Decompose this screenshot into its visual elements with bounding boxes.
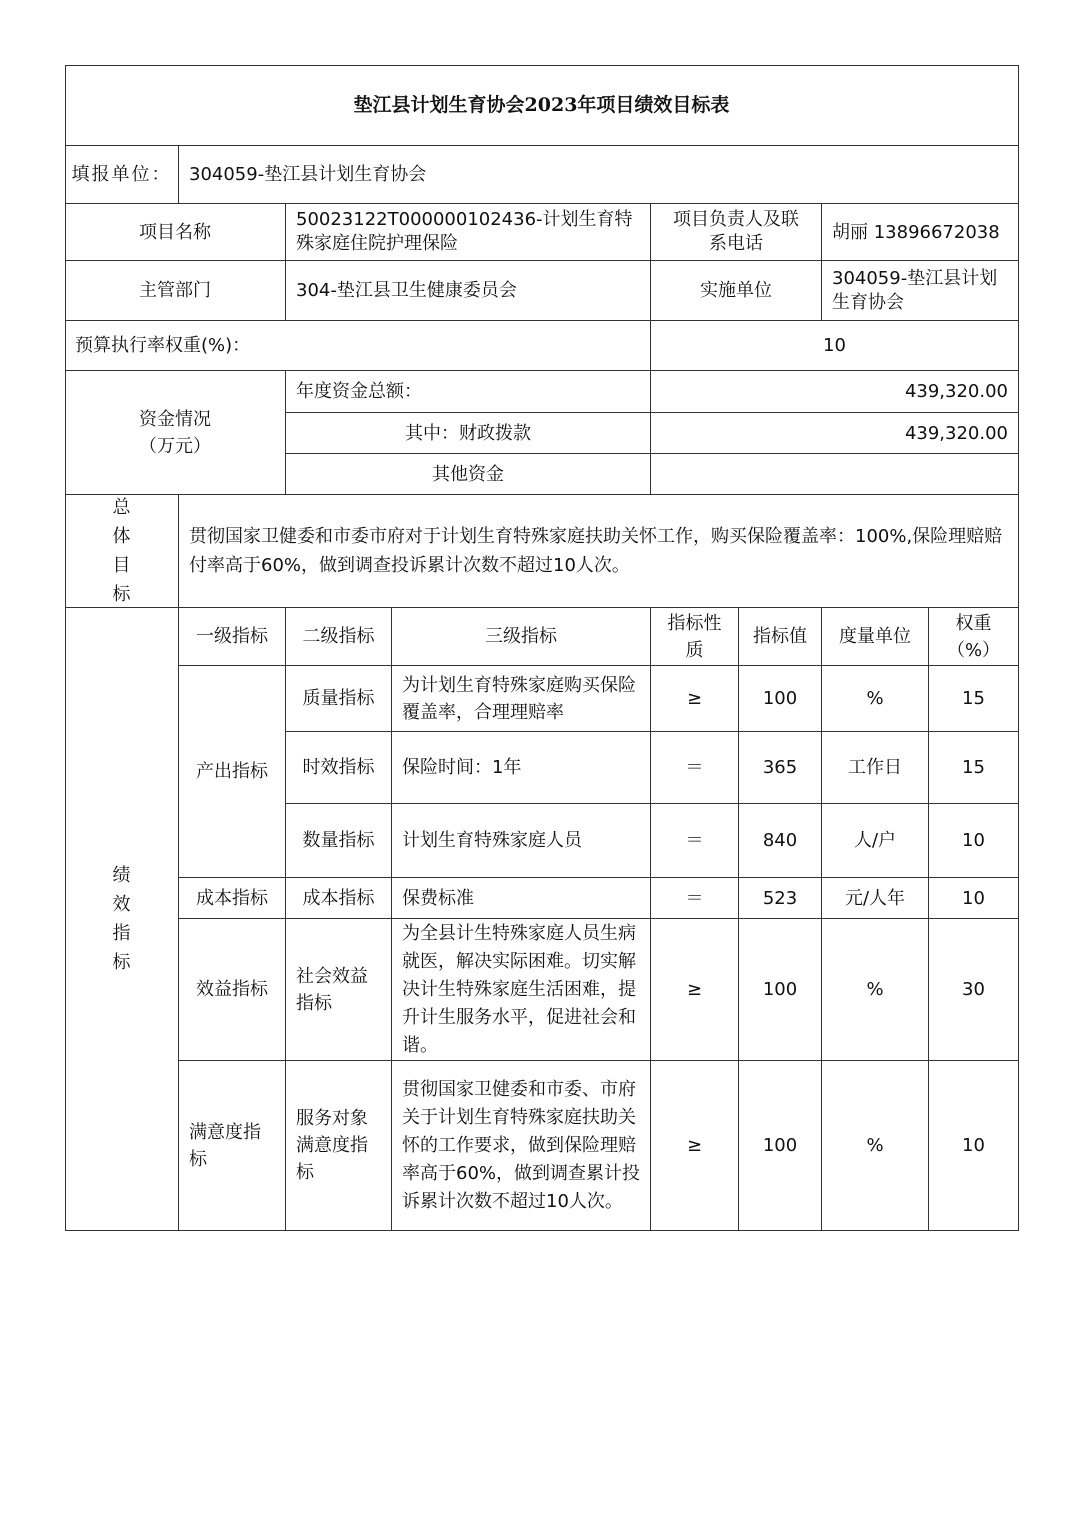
leader-label: 项目负责人及联系电话 [651, 204, 822, 261]
row-1-weight: 15 [929, 732, 1019, 804]
row-4-value: 100 [739, 919, 822, 1061]
row-5-level3: 贯彻国家卫健委和市委、市府关于计划生育特殊家庭扶助关怀的工作要求，做到保险理赔率高于60%，做到调查累计投诉累计次数不超过10人次。 [392, 1061, 651, 1231]
row-4-level2: 社会效益指标 [286, 919, 392, 1061]
row-2-weight: 10 [929, 804, 1019, 878]
group-benefit: 效益指标 [179, 919, 286, 1061]
row-1-value: 365 [739, 732, 822, 804]
row-5-level2: 服务对象满意度指标 [286, 1061, 392, 1231]
row-0-weight: 15 [929, 666, 1019, 732]
row-2-level3: 计划生育特殊家庭人员 [392, 804, 651, 878]
project-name-value: 50023122T000000102436-计划生育特殊家庭住院护理保险 [286, 204, 651, 261]
header-unit: 度量单位 [822, 608, 929, 666]
goal-label: 总体目标 [112, 497, 131, 605]
row-0-level2: 质量指标 [286, 666, 392, 732]
row-1-level3: 保险时间：1年 [392, 732, 651, 804]
funds-other-value [651, 454, 1019, 495]
goal-label-cell [65, 495, 179, 608]
page-title: 垫江县计划生育协会2023年项目绩效目标表 [65, 65, 1019, 146]
row-4-unit: % [822, 919, 929, 1061]
row-0-unit: % [822, 666, 929, 732]
row-4-weight: 30 [929, 919, 1019, 1061]
row-5-weight: 10 [929, 1061, 1019, 1231]
row-5-unit: % [822, 1061, 929, 1231]
header-level1: 一级指标 [179, 608, 286, 666]
funds-other-label: 其他资金 [286, 454, 651, 495]
row-0-value: 100 [739, 666, 822, 732]
row-2-level2: 数量指标 [286, 804, 392, 878]
row-5-value: 100 [739, 1061, 822, 1231]
impl-value: 304059-垫江县计划生育协会 [822, 261, 1019, 321]
row-2-value: 840 [739, 804, 822, 878]
header-weight: 权重（%） [929, 608, 1019, 666]
unit-label: 填报单位： [65, 146, 179, 204]
row-4-level3: 为全县计生特殊家庭人员生病就医，解决实际困难。切实解决计生特殊家庭生活困难，提升计生服务水平，促进社会和谐。 [392, 919, 651, 1061]
row-0-level3: 为计划生育特殊家庭购买保险覆盖率，合理理赔率 [392, 666, 651, 732]
leader-value: 胡丽 13896672038 [822, 204, 1019, 261]
dept-value: 304-垫江县卫生健康委员会 [286, 261, 651, 321]
project-name-label: 项目名称 [65, 204, 286, 261]
row-1-nature: ＝ [651, 732, 739, 804]
funds-label: 资金情况（万元） [65, 371, 286, 495]
row-2-nature: ＝ [651, 804, 739, 878]
budget-weight-label: 预算执行率权重(%)： [65, 321, 651, 371]
funds-fiscal-value: 439,320.00 [651, 413, 1019, 454]
impl-label: 实施单位 [651, 261, 822, 321]
header-value: 指标值 [739, 608, 822, 666]
row-0-nature: ≥ [651, 666, 739, 732]
header-level2: 二级指标 [286, 608, 392, 666]
perf-label-cell [65, 608, 179, 1231]
row-3-nature: ＝ [651, 878, 739, 919]
header-level3: 三级指标 [392, 608, 651, 666]
header-nature: 指标性质 [651, 608, 739, 666]
budget-weight-value: 10 [651, 321, 1019, 371]
performance-target-table [65, 65, 1019, 1231]
row-4-nature: ≥ [651, 919, 739, 1061]
row-2-unit: 人/户 [822, 804, 929, 878]
row-3-weight: 10 [929, 878, 1019, 919]
goal-text: 贯彻国家卫健委和市委市府对于计划生育特殊家庭扶助关怀工作，购买保险覆盖率：100%,保险理赔赔付率高于60%，做到调查投诉累计次数不超过10人次。 [179, 495, 1019, 608]
perf-label: 绩效指标 [112, 865, 131, 973]
row-3-level3: 保费标准 [392, 878, 651, 919]
dept-label: 主管部门 [65, 261, 286, 321]
row-3-level2: 成本指标 [286, 878, 392, 919]
group-cost: 成本指标 [179, 878, 286, 919]
row-1-unit: 工作日 [822, 732, 929, 804]
row-5-nature: ≥ [651, 1061, 739, 1231]
group-output: 产出指标 [179, 666, 286, 878]
row-3-value: 523 [739, 878, 822, 919]
group-satisfaction: 满意度指标 [179, 1061, 286, 1231]
funds-total-value: 439,320.00 [651, 371, 1019, 413]
unit-value: 304059-垫江县计划生育协会 [179, 146, 1019, 204]
row-1-level2: 时效指标 [286, 732, 392, 804]
row-3-unit: 元/人年 [822, 878, 929, 919]
funds-total-label: 年度资金总额： [286, 371, 651, 413]
funds-fiscal-label: 其中：财政拨款 [286, 413, 651, 454]
